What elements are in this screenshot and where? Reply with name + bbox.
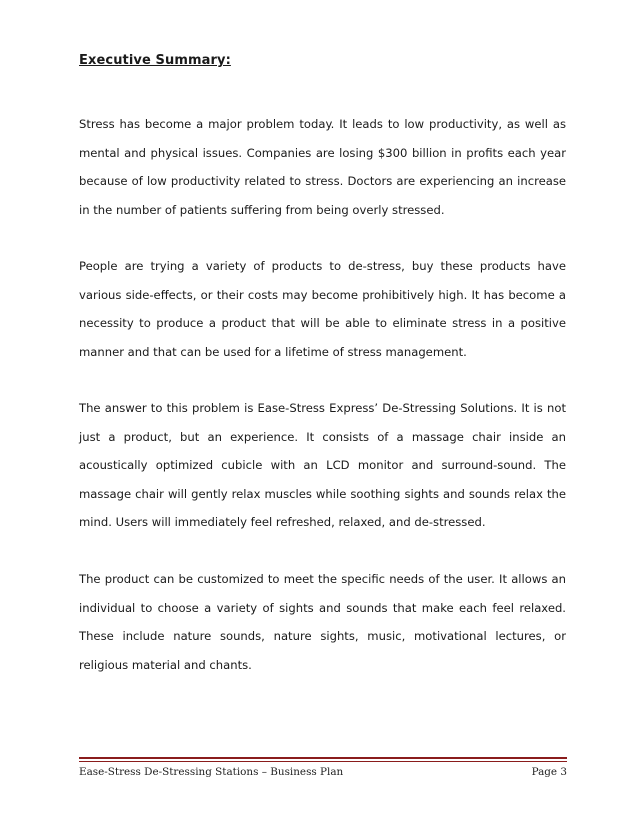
section-heading: Executive Summary: bbox=[79, 53, 231, 68]
paragraph-3: The answer to this problem is Ease-Stress Express’ De-Stressing Solutions. It is not just a product, but an experience. It consists of a massage chair inside an acoustically optimized cubicle with an LCD monitor and surround-sound. The massage chair will gently relax muscles while soothing sights and sounds relax the mind. Users will immediately feel refreshed, relaxed, and de-stressed. bbox=[79, 401, 566, 530]
footer-divider-thick bbox=[79, 757, 567, 759]
paragraph-1: Stress has become a major problem today. It leads to low productivity, as well as mental and physical issues. Companies are losing $300 billion in profits each year because of low productivity related to stress. Doctors are experiencing an increase in the number of patients suffering from being overly stressed. bbox=[79, 117, 566, 217]
paragraph-2: People are trying a variety of products to de-stress, buy these products have various side-effects, or their costs may become prohibitively high. It has become a necessity to produce a product that will be able to eliminate stress in a positive manner and that can be used for a lifetime of stress management. bbox=[79, 259, 566, 359]
footer-document-title: Ease-Stress De-Stressing Stations – Business Plan bbox=[79, 766, 344, 778]
footer-page-number: Page 3 bbox=[531, 766, 567, 778]
paragraph-4: The product can be customized to meet the specific needs of the user. It allows an individual to choose a variety of sights and sounds that make each feel relaxed. These include nature sounds, nature sights, music, motivational lectures, or religious material and chants. bbox=[79, 572, 566, 672]
footer-divider-thin bbox=[79, 761, 567, 762]
